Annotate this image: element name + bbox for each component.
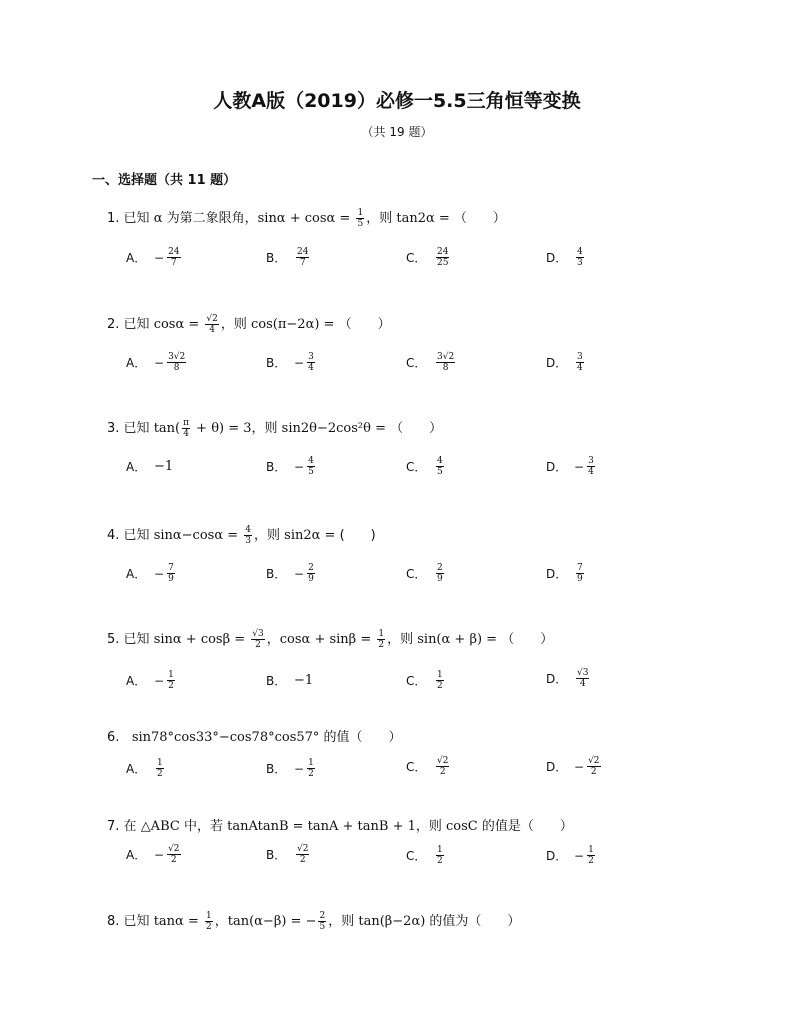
question-number: 8. [107,914,120,929]
question-4: 4. 已知 sinα−cosα = $\frac{4}{3}$ ，则 sin2α = ( ) [107,525,376,546]
option-b[interactable]: B． − $\frac{4}{5}$ [266,456,314,477]
fraction: $\frac{1}{5}$ [357,208,364,229]
option-a[interactable]: A． − $\frac{√2}{2}$ [126,844,180,865]
option-a[interactable]: A． − $\frac{3√2}{8}$ [126,352,186,373]
option-d[interactable]: D． $\frac{√3}{4}$ [546,668,589,689]
option-a[interactable]: A． − $\frac{24}{7}$ [126,247,180,268]
section-heading: 一、选择题（共 11 题） [92,173,237,188]
question-1: 1. 已知 α 为第二象限角，sinα + cosα = $\frac{1}{5}$ ，则 tan2α = （ ） [107,208,506,229]
option-a[interactable]: A． −1 [126,459,174,474]
option-d[interactable]: D． − $\frac{3}{4}$ [546,456,594,477]
question-7: 7. 在 △ABC 中，若 tanAtanB = tanA + tanB + 1，则 cosC 的值是（ ） [107,819,573,834]
option-c[interactable]: C． $\frac{4}{5}$ [406,456,443,477]
option-d[interactable]: D． − $\frac{√2}{2}$ [546,756,600,777]
option-d[interactable]: D． $\frac{4}{3}$ [546,247,583,268]
question-8: 8. 已知 tanα = $\frac{1}{2}$ ，tan(α−β) = − $\frac{2}{5}$ ，则 tan(β−2α) 的值为（ ） [107,911,521,932]
option-c[interactable]: C． $\frac{3√2}{8}$ [406,352,455,373]
option-b[interactable]: B． − $\frac{2}{9}$ [266,563,314,584]
option-a[interactable]: A． − $\frac{1}{2}$ [126,670,174,691]
question-5: 5. 已知 sinα + cosβ = $\frac{√3}{2}$ ，cosα + sinβ = $\frac{1}{2}$ ，则 sin(α + β) = （ ） [107,629,554,650]
question-number: 5. [107,632,120,647]
question-number: 3. [107,421,120,436]
question-number: 2. [107,317,120,332]
option-a[interactable]: A． − $\frac{7}{9}$ [126,563,174,584]
option-c[interactable]: C． $\frac{1}{2}$ [406,845,443,866]
option-c[interactable]: C． $\frac{√2}{2}$ [406,756,449,777]
page-title: 人教A版（2019）必修一5.5三角恒等变换 [213,90,581,112]
option-b[interactable]: B． − $\frac{3}{4}$ [266,352,314,373]
option-d[interactable]: D． $\frac{3}{4}$ [546,352,583,373]
option-c[interactable]: C． $\frac{1}{2}$ [406,670,443,691]
question-3: 3. 已知 tan( $\frac{\pi}{4}$ + θ) = 3，则 sin2θ−2cos²θ = （ ） [107,418,443,439]
question-number: 7. [107,819,120,834]
question-number: 1. [107,211,120,226]
question-2: 2. 已知 cosα = $\frac{√2}{4}$ ，则 cos(π−2α) = （ ） [107,314,391,335]
option-d[interactable]: D． − $\frac{1}{2}$ [546,845,594,866]
question-6: 6. sin78°cos33°−cos78°cos57° 的值（ ） [107,730,402,745]
option-b[interactable]: B． −1 [266,673,314,688]
question-number: 4. [107,528,120,543]
option-b[interactable]: B． $\frac{√2}{2}$ [266,844,309,865]
option-c[interactable]: C． $\frac{24}{25}$ [406,247,449,268]
question-count: （共 19 题） [361,125,433,139]
option-d[interactable]: D． $\frac{7}{9}$ [546,563,583,584]
question-number: 6. [107,730,120,745]
option-b[interactable]: B． − $\frac{1}{2}$ [266,758,314,779]
option-b[interactable]: B． $\frac{24}{7}$ [266,247,309,268]
option-c[interactable]: C． $\frac{2}{9}$ [406,563,443,584]
option-a[interactable]: A． $\frac{1}{2}$ [126,758,163,779]
